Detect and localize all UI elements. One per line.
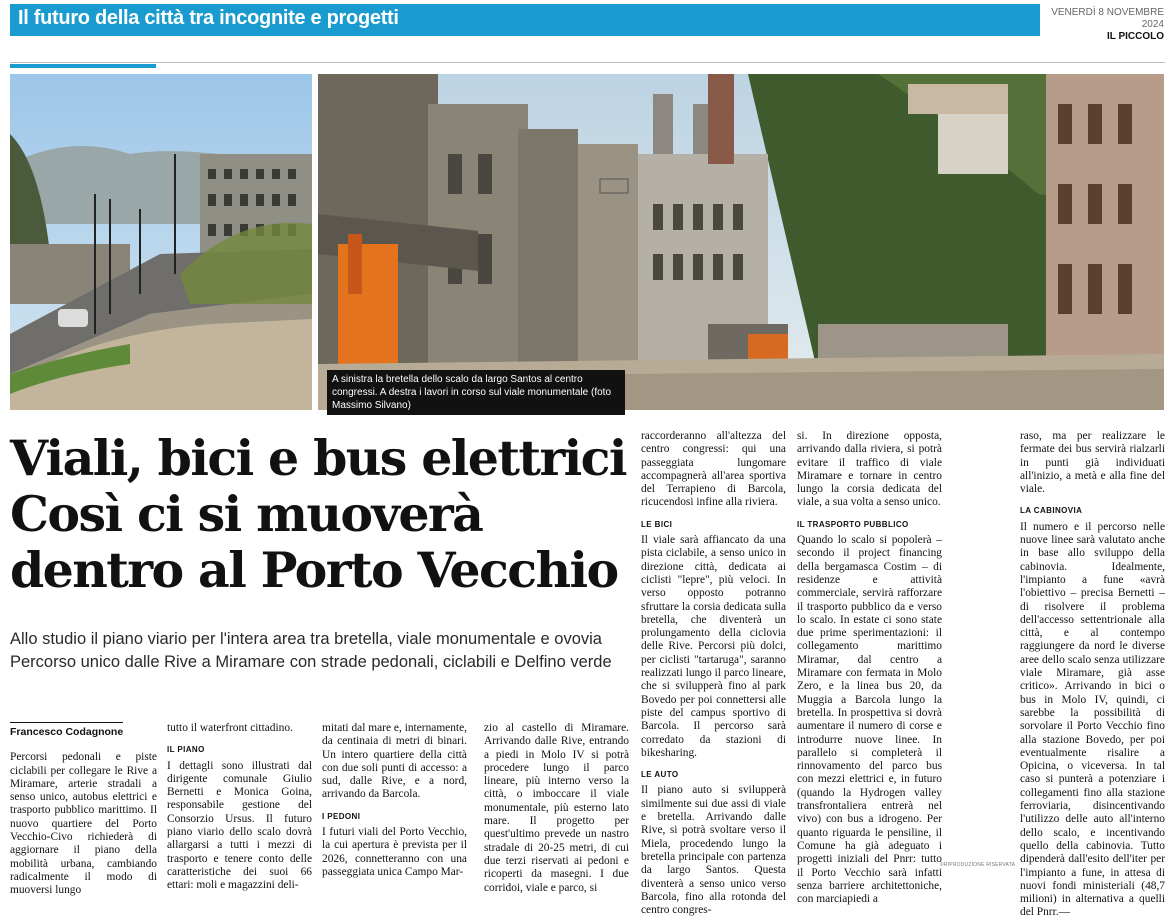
headline [10,430,630,598]
article-column-1 [10,722,157,898]
photo-caption: A sinistra la bretella dello scalo da largo Santos al centro congressi. A destra i lavori in corso sul viale monumentale (foto Massimo Silvano) [327,370,625,415]
photo-viale-monumentale [318,74,1164,410]
headline-line-1: Viali, bici e bus elettrici [10,429,626,487]
section-banner [10,4,1040,36]
column-text: Il piano auto si svilupperà similmente sui due assi di viale e bretella. Arrivando dalle Rive, si potrà svoltare verso il Miela, procedendo lungo la bretella principale con partenza da largo Santos. Questa diventerà a senso unico verso Barcola, fino alla rotonda del centro congres- [641,784,786,917]
section-heading-bici: LE BICI [641,519,673,529]
section-heading-trasporto-pubblico: IL TRASPORTO PUBBLICO [797,519,909,529]
column-text: zio al castello di Miramare. Arrivando dalle Rive, entrando a piedi in Molo IV si potrà procedere lungo il parco lineare, più interno verso la città, o imboccare il viale monumentale, più esterno lato mare. Il progetto per quest'ultimo prevede un nastro stradale di 20-25 metri, di cui due terzi riservati ai pedoni e ricoperti da masegni. I due corridoi, viale e parco, si [484,722,629,894]
column-text: Quando lo scalo si popolerà – secondo il project financing della bergamasca Costim – di residenze e attività commerciale, servirà rafforzare il trasporto pubblico da e verso lo scalo. In estate ci sono state due prime sperimentazioni: il collegamento marittimo Miramar, dal centro a Miramare con fermata in Molo Zero, e la linea bus 20, da Muggia a Barcola lungo la bretella. In prospettiva si dovrà aumentare il numero di corse e introdurre nuove linee. In parallelo si completerà il rinnovamento del parco bus con mezzi elettrici e, in futuro (quando la Hydrogen valley transfrontaliera entrerà nel vivo) con bus a idrogeno. Per quanto riguarda le pensiline, il Comune ha già adeguato i progetti iniziali del Pnrr: tutto il Porto Vecchio sarà infatti senza barriere architettoniche, con marciapiedi a [797,534,942,906]
column-text: I futuri viali del Porto Vecchio, la cui apertura è prevista per il 2026, connetteranno con una passeggiata unica Campo Mar- [322,826,467,878]
copyright-notice: ©RIPRODUZIONE RISERVATA [940,862,1016,868]
article-column-4 [484,722,629,895]
column-text: si. In direzione opposta, arrivando dalla riviera, si potrà evitare il traffico di viale Miramare e tornare in centro lungo la corsia dedicata del viale, a sua volta a senso unico. [797,430,942,509]
column-text: raccorderanno all'altezza del centro congressi: qui una passeggiata lungomare accompagnerà all'area sportiva del Terrapieno di Barcola, ricucendosi infine alla riviera. [641,430,786,509]
header-rule [10,62,1165,63]
subheadline-line-1: Allo studio il piano viario per l'intera area tra bretella, viale monumentale e ovovia [10,630,602,648]
column-text: Il viale sarà affiancato da una pista ciclabile, a senso unico in direzione città, dedicata ai ciclisti "lepre", più veloci. In verso opposto potranno sfruttare la corsia dedicata sulla bretella, che diventerà un prolungamento della ciclovia delle Rive. Percorsi più dolci, per ciclisti "tartaruga", saranno realizzati lungo il parco lineare, che si svilupperà fino al park Bovedo per poi connettersi alle piste del campus sportivo di Barcola. Il percorso sarà corredato da stazioni di bikesharing. [641,534,786,759]
byline: Francesco Codagnone [10,722,123,739]
article-column-6 [797,430,942,906]
section-heading-pedoni: I PEDONI [322,811,361,821]
column-text: I dettagli sono illustrati dal dirigente comunale Giulio Bernetti e Monica Goina, responsabile gestione del Consorzio Ursus. Il futuro piano viario dello scalo dovrà allargarsi a tutti i mezzi di trasporto e tenere conto delle caratteristiche dei suoi 66 ettari: moli e magazzini deli- [167,759,312,892]
accent-rule [10,64,156,68]
column-text: Percorsi pedonali e piste ciclabili per collegare le Rive a Miramare, arterie stradali a senso unico, autobus elettrici e trasporto pubblico marittimo. Il nuovo quartiere del Porto Vecchio-Civo richiederà di aggiornare il piano della mobilità urbana, cambiando radicalmente il modo di muoversi lungo [10,751,157,897]
column-text: raso, ma per realizzare le fermate dei bus servirà rialzarli in punti già individuati all'inizio, a metà e alla fine del viale. [1020,430,1165,496]
column-text: Il numero e il percorso nelle nuove linee sarà valutato anche in base allo sviluppo della cabinovia. Idealmente, l'impianto a fune «avrà l'obiettivo – precisa Bernetti – di risolvere il problema dell'accesso settentrionale alla città, e al contempo raggiungere da nord le diverse aree dello scalo senza utilizzare viale Miramare, già asse critico». Arrivando in bici o bus in Molo IV, quindi, ci sarebbe la possibilità di sorvolare il Porto Vecchio fino alla stazione Bovedo, per poi eventualmente risalire a Opicina, o viceversa. In tal caso si punterà a potenziare i collegamenti fino alla stazione ferroviaria, disincentivando l'utilizzo delle auto all'interno dello scalo, e incentivando quello della cabinovia. Tutto dipenderà dall'esito dell'iter per l'impianto a fune, in attesa di nuovi fondi ministeriali (48,7 milioni) in alternativa a quelli del Pnrr.— [1020,520,1165,919]
headline-line-3: dentro al Porto Vecchio [10,541,618,599]
headline-line-2: Così ci si muoverà [10,485,483,543]
column-text: tutto il waterfront cittadino. [167,722,293,734]
subheadline-line-2: Percorso unico dalle Rive a Miramare con strade pedonali, ciclabili e Delfino verde [10,653,612,671]
article-column-5 [641,430,786,917]
article-column-3 [322,722,467,879]
photo-bretella [10,74,312,410]
section-heading-cabinovia: LA CABINOVIA [1020,506,1083,516]
column-text: mitati dal mare e, internamente, da centinaia di metri di binari. Un intero quartiere della città con due soli punti di accesso: a sud, dalle Rive, e a nord, arrivando da Barcola. [322,722,467,801]
article-column-2 [167,722,312,893]
section-heading-piano: IL PIANO [167,745,205,755]
newspaper-name: IL PICCOLO [1106,31,1164,42]
issue-date: VENERDÌ 8 NOVEMBRE 2024 [1051,7,1164,30]
section-title: Il futuro della città tra incognite e progetti [18,7,399,29]
article-column-7 [1020,430,1165,919]
subheadline [10,628,635,674]
section-heading-auto: LE AUTO [641,770,679,780]
dateline [1044,7,1164,43]
